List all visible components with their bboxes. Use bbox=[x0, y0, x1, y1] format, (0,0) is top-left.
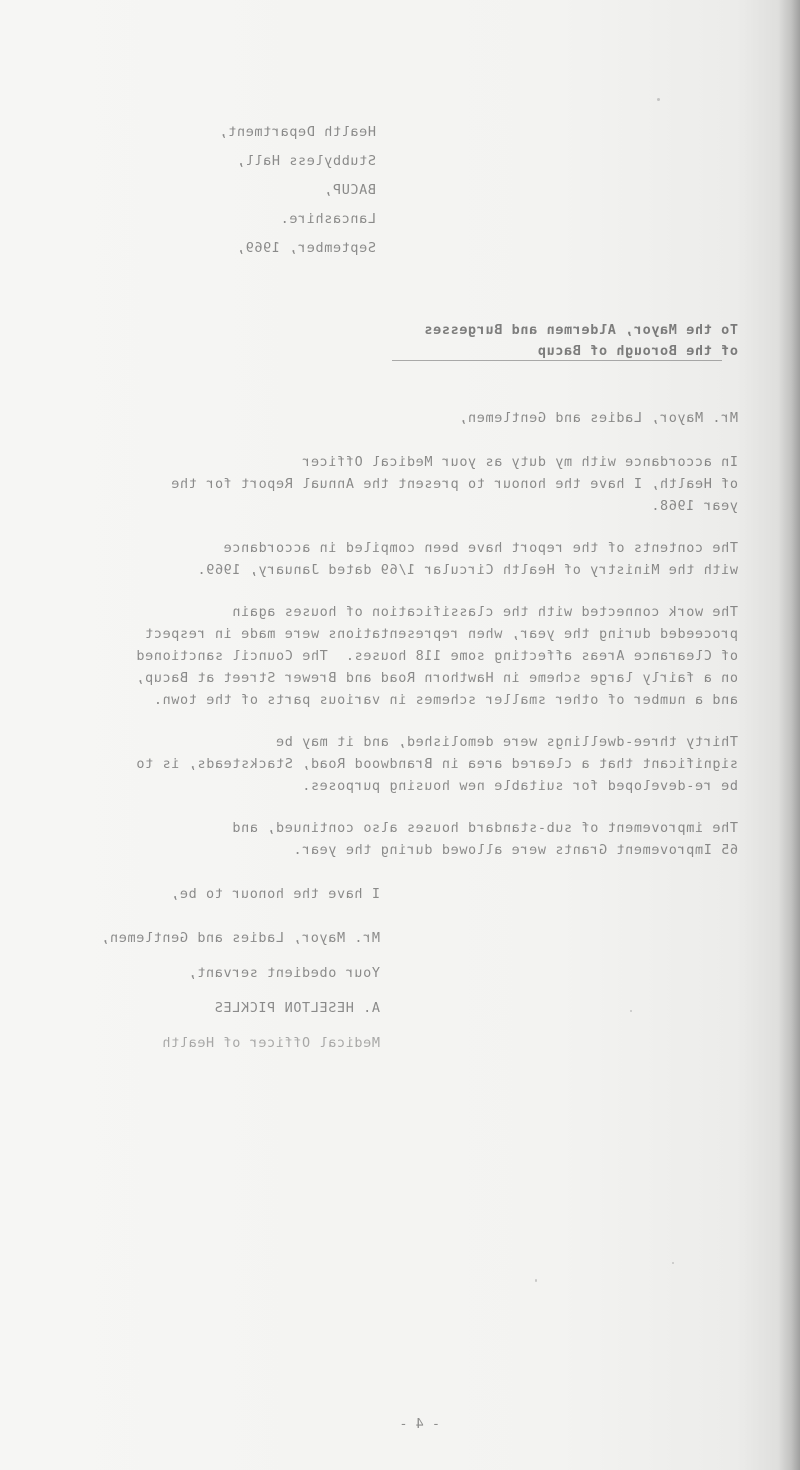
paragraph-4-line-3: be re-developed for suitable new housing purposes. bbox=[301, 778, 738, 794]
paragraph-1-line-1: In accordance with my duty as your Medical Officer bbox=[301, 454, 738, 470]
paragraph-5-line-2: 65 Improvement Grants were allowed during the year. bbox=[292, 842, 738, 858]
address-line-1: Health Department, bbox=[218, 124, 376, 140]
paragraph-1-line-3: year 1968. bbox=[650, 498, 738, 514]
paragraph-3-line-1: The work connected with the classification of houses again bbox=[231, 604, 738, 620]
paragraph-1-line-2: of Health, I have the honour to present the Annual Report for the bbox=[170, 476, 738, 492]
signatory-title: Medical Officer of Health bbox=[161, 1035, 380, 1051]
address-line-3: BACUP, bbox=[323, 182, 376, 198]
scan-speck bbox=[657, 98, 660, 101]
paragraph-2-line-1: The contents of the report have been compiled in accordance bbox=[223, 540, 738, 556]
page-number: - 4 - bbox=[399, 1416, 440, 1432]
paragraph-3-line-5: and a number of other smaller schemes in various parts of the town. bbox=[153, 692, 738, 708]
greeting: Mr. Mayor, Ladies and Gentlemen, bbox=[458, 410, 738, 426]
paragraph-4-line-2: significant that a cleared area in Brandwood Road, Stacksteads, is to bbox=[135, 756, 738, 772]
address-line-4: Lancashire. bbox=[279, 211, 376, 227]
paragraph-3-line-3: of Clearance Areas affecting some 118 houses. The Council sanctioned bbox=[135, 648, 738, 664]
paragraph-3-line-4: on a fairly large scheme in Hawthorn Road and Brewer Street at Bacup, bbox=[135, 670, 738, 686]
scan-speck bbox=[535, 1279, 537, 1282]
paragraph-5-line-1: The improvement of sub-standard houses also continued, and bbox=[231, 820, 738, 836]
scan-speck bbox=[672, 1262, 674, 1264]
salutation-line-2: of the Borough of Bacup bbox=[537, 343, 738, 359]
address-line-5: September, 1969, bbox=[236, 240, 376, 256]
closing-line-1: Mr. Mayor, Ladies and Gentlemen, bbox=[100, 930, 380, 946]
address-line-2: Stubbyless Hall, bbox=[236, 153, 376, 169]
signatory-name: A. HESELTON PICKLES bbox=[214, 1000, 380, 1016]
paragraph-4-line-1: Thirty three-dwellings were demolished, and it may be bbox=[275, 734, 738, 750]
paragraph-2-line-2: with the Ministry of Health Circular 1/69 dated January, 1969. bbox=[196, 562, 738, 578]
closing-line-2: Your obedient servant, bbox=[187, 965, 380, 981]
salutation-line-1: To the Mayor, Aldermen and Burgesses bbox=[423, 322, 738, 338]
underline-rule bbox=[392, 360, 722, 361]
scan-speck bbox=[630, 1010, 632, 1012]
paragraph-6-line-1: I have the honour to be, bbox=[170, 886, 380, 902]
page-edge-shadow bbox=[778, 0, 800, 1470]
paragraph-3-line-2: proceeded during the year, when representations were made in respect bbox=[144, 626, 738, 642]
